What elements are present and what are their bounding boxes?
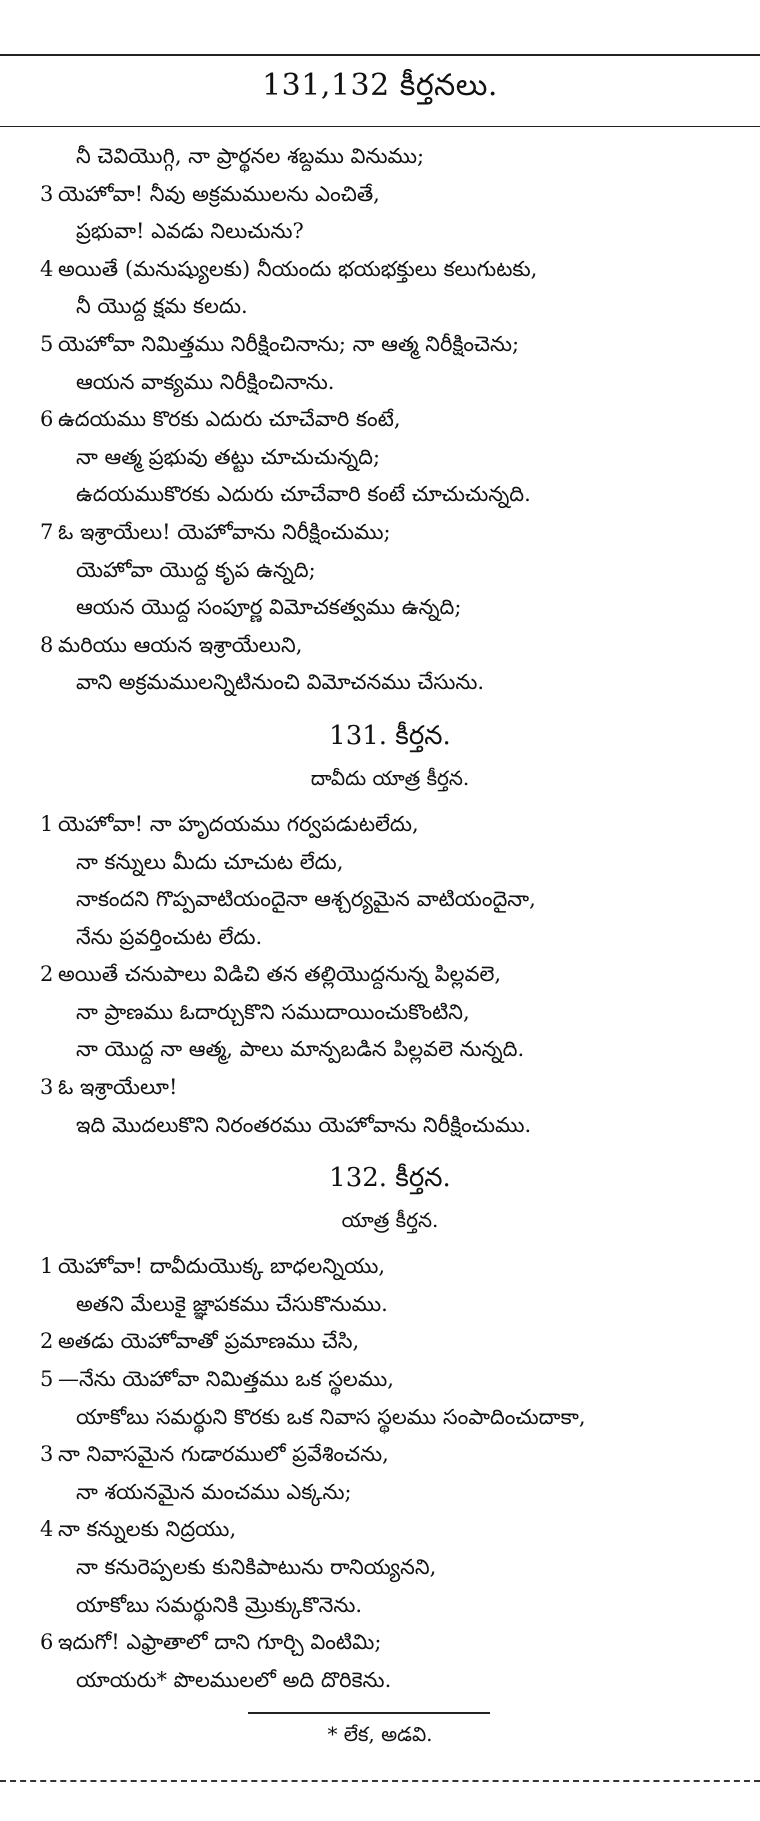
verse-line: [40, 994, 740, 1032]
page-header: 131,132 కీర్తనలు.: [262, 68, 498, 103]
verse-text: నా నివాసమైన గుడారములో ప్రవేశించను,: [58, 1442, 389, 1467]
verse-line: [40, 439, 740, 477]
verse-line: [40, 1436, 740, 1474]
verse-line: [40, 1624, 740, 1662]
verse-text: యెహోవా! దావీదుయొక్క బాధలన్నియు,: [58, 1254, 386, 1279]
verse-number: 5: [40, 331, 54, 356]
verse-text: యెహోవా! నా హృదయము గర్వపడుటలేదు,: [58, 811, 419, 836]
verse-line: [40, 1286, 740, 1324]
verse-line: [40, 213, 740, 251]
footnote: * లేక, అడవి.: [327, 1722, 433, 1746]
verse-text: —నేను యెహోవా నిమిత్తము ఒక స్థలము,: [58, 1367, 394, 1392]
verse-text: నా శయనమైన మంచము ఎక్కను;: [76, 1479, 352, 1504]
bottom-rule: [0, 1780, 760, 1782]
verse-text: నాకందని గొప్పవాటియందైనా ఆశ్చర్యమైన వాటియందైనా,: [76, 887, 536, 912]
verse-text: నేను ప్రవర్తించుట లేదు.: [76, 924, 263, 949]
verse-text: నీ యొద్ద క్షమ కలదు.: [76, 294, 248, 319]
verse-text: ఉదయముకొరకు ఎదురు చూచేవారి కంటే చూచుచున్నది.: [76, 482, 531, 507]
verse-line: [40, 1549, 740, 1587]
verse-number: 3: [40, 1075, 54, 1100]
verse-text: యెహోవా! నీవు అక్రమములను ఎంచితే,: [58, 181, 380, 206]
verse-text: నా ఆత్మ ప్రభువు తట్టు చూచుచున్నది;: [76, 444, 381, 469]
verse-number: 1: [40, 811, 54, 836]
verse-text: నీ చెవియొగ్గి, నా ప్రార్థనల శబ్దము వినుము;: [76, 144, 425, 168]
psalm-title: 131. కీర్తన.: [329, 720, 451, 751]
verse-line: [40, 251, 740, 289]
verse-line: [40, 1361, 740, 1399]
verse-text: మరియు ఆయన ఇశ్రాయేలుని,: [58, 632, 303, 657]
psalm-subtitle: దావీదు యాత్ర కీర్తన.: [310, 765, 470, 790]
verse-line: [40, 288, 740, 326]
verse-line: [40, 1474, 740, 1512]
verse-line: [40, 1399, 740, 1437]
verse-text: ఓ ఇశ్రాయేలు! యెహోవాను నిరీక్షించుము;: [58, 519, 391, 544]
verse-line: [40, 401, 740, 439]
verse-line: [40, 1323, 740, 1361]
verse-number: 6: [40, 1630, 54, 1655]
verse-line: [40, 1662, 740, 1700]
verse-text: ఇదుగో! ఎఫ్రాతాలో దాని గూర్చి వింటిమి;: [58, 1630, 382, 1655]
verse-line: [40, 664, 740, 702]
verse-number: 3: [40, 181, 54, 206]
verse-number: 1: [40, 1254, 54, 1279]
verse-line: [40, 956, 740, 994]
verse-text: అతని మేలుకై జ్ఞాపకము చేసుకొనుము.: [76, 1291, 388, 1316]
verse-line: [40, 844, 740, 882]
verse-number: 8: [40, 632, 54, 657]
verse-line: [40, 514, 740, 552]
verse-line: [40, 326, 740, 364]
verse-number: 2: [40, 1329, 54, 1354]
verse-text: ప్రభువా! ఎవడు నిలుచును?: [76, 219, 304, 244]
verse-text: నా ప్రాణము ఓదార్చుకొని సముదాయించుకొంటిని,: [76, 999, 470, 1024]
verse-number: 7: [40, 519, 54, 544]
verse-line: [40, 1107, 740, 1145]
verse-number: 4: [40, 1517, 54, 1542]
verse-line: [40, 364, 740, 402]
verse-line: [40, 138, 740, 176]
verse-text: అతడు యెహోవాతో ప్రమాణము చేసి,: [58, 1329, 360, 1354]
verse-line: [40, 1248, 740, 1286]
verse-text: నా యొద్ద నా ఆత్మ, పాలు మాన్పబడిన పిల్లవలె నున్నది.: [76, 1037, 525, 1062]
verse-text: అయితే చనుపాలు విడిచి తన తల్లియొద్దనున్న పిల్లవలె,: [58, 962, 502, 987]
verse-number: 6: [40, 407, 54, 432]
verse-line: [40, 627, 740, 665]
verse-line: [40, 589, 740, 627]
verse-line: [40, 1069, 740, 1107]
verse-number: 4: [40, 256, 54, 281]
verse-text: నా కన్నులకు నిద్రయు,: [58, 1517, 237, 1542]
verse-line: [40, 476, 740, 514]
verse-number: 3: [40, 1442, 54, 1467]
verse-text: ఆయన వాక్యము నిరీక్షించినాను.: [76, 369, 335, 394]
page-content: [40, 138, 740, 1699]
verse-number: 5: [40, 1367, 54, 1392]
verse-text: అయితే (మనుష్యులకు) నీయందు భయభక్తులు కలుగుటకు,: [58, 256, 538, 281]
verse-line: [40, 176, 740, 214]
top-rule: [0, 54, 760, 56]
header-rule: [0, 126, 760, 127]
verse-text: ఉదయము కొరకు ఎదురు చూచేవారి కంటే,: [58, 407, 401, 432]
verse-number: 2: [40, 962, 54, 987]
verse-line: [40, 806, 740, 844]
verse-line: [40, 1587, 740, 1625]
verse-text: నా కనురెప్పలకు కునికిపాటును రానియ్యనని,: [76, 1555, 437, 1579]
verse-text: ఆయన యొద్ద సంపూర్ణ విమోచకత్వము ఉన్నది;: [76, 595, 462, 620]
verse-line: [40, 881, 740, 919]
psalm-title: 132. కీర్తన.: [329, 1163, 451, 1194]
verse-text: ఇది మొదలుకొని నిరంతరము యెహోవాను నిరీక్షించుము.: [76, 1112, 532, 1137]
verse-text: యెహోవా నిమిత్తము నిరీక్షించినాను; నా ఆత్మ నిరీక్షించెను;: [58, 331, 520, 356]
footnote-rule: [248, 1712, 490, 1714]
verse-text: యాకోబు సమర్థుని కొరకు ఒక నివాస స్థలము సంపాదించుదాకా,: [76, 1404, 586, 1429]
verse-text: నా కన్నులు మీదు చూచుట లేదు,: [76, 849, 344, 874]
verse-line: [40, 552, 740, 590]
verse-text: వాని అక్రమములన్నిటినుంచి విమోచనము చేసును.: [76, 670, 485, 695]
verse-text: యెహోవా యొద్ద కృప ఉన్నది;: [76, 557, 316, 582]
verse-line: [40, 919, 740, 957]
verse-line: [40, 1511, 740, 1549]
verse-text: ఓ ఇశ్రాయేలూ!: [58, 1075, 178, 1100]
verse-text: యాకోబు సమర్థునికి మ్రొక్కుకొనెను.: [76, 1592, 363, 1617]
verse-line: [40, 1031, 740, 1069]
verse-text: యాయరు* పొలములలో అది దొరికెను.: [76, 1667, 392, 1692]
psalm-subtitle: యాత్ర కీర్తన.: [341, 1208, 439, 1233]
